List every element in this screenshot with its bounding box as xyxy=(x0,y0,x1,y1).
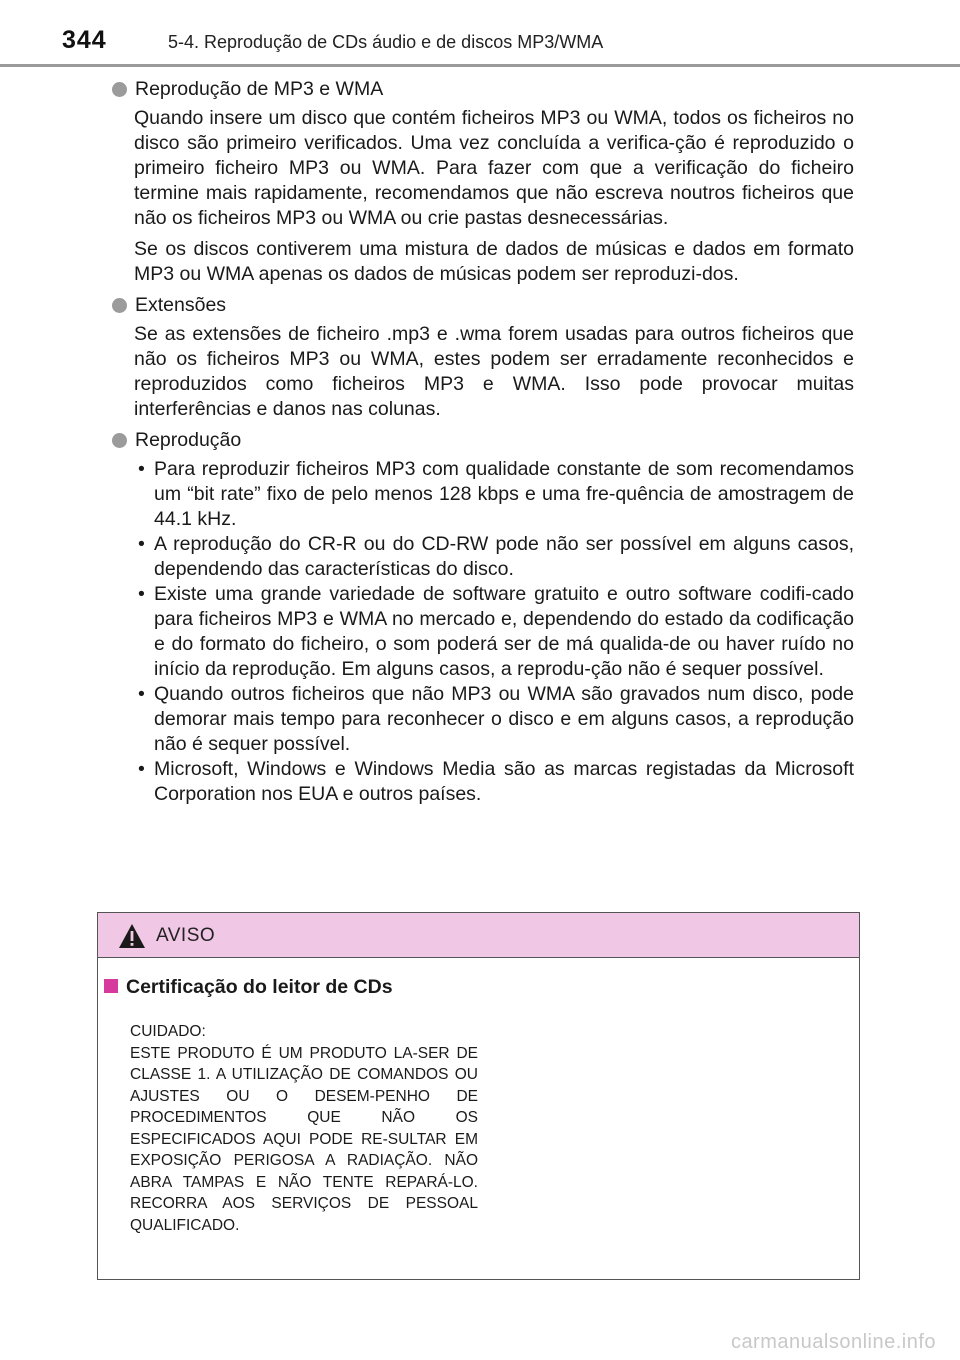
list-item xyxy=(134,457,854,532)
section-heading-label: Extensões xyxy=(135,294,227,316)
section-heading xyxy=(112,293,854,318)
section-reproducao xyxy=(112,428,854,807)
list-item xyxy=(134,582,854,682)
list-item-text: Para reproduzir ficheiros MP3 com qualidade constante de som recomendamos um “bit rate” fixo de pelo menos 128 kbps e uma fre-quência de amostragem de 44.1 kHz. xyxy=(154,458,854,530)
main-content xyxy=(112,77,854,807)
section-title: 5-4. Reprodução de CDs áudio e de discos MP3/WMA xyxy=(168,32,604,52)
list-item-text: A reprodução do CR-R ou do CD-RW pode não ser possível em alguns casos, dependendo das características do disco. xyxy=(154,533,854,580)
section-mp3-wma xyxy=(112,77,854,287)
list-item xyxy=(134,757,854,807)
bullet-icon xyxy=(112,82,127,97)
square-marker-icon xyxy=(104,979,118,993)
watermark: carmanualsonline.info xyxy=(730,1331,936,1353)
list-bullet-icon: • xyxy=(138,533,145,555)
caution-text: ESTE PRODUTO É UM PRODUTO LA-SER DE CLASSE 1. A UTILIZAÇÃO DE COMANDOS OU AJUSTES OU O DESEM-PENHO DE PROCEDIMENTOS QUE NÃO OS ESPECIFICADOS AQUI PODE RE-SULTAR EM EXPOSIÇÃO PERIGOSA A RADIAÇÃO. NÃO ABRA TAMPAS E NÃO TENTE REPARÁ-LO. RECORRA AOS SERVIÇOS DE PESSOAL QUALIFICADO. xyxy=(130,1044,478,1234)
section-heading-label: Reprodução xyxy=(135,429,242,451)
bullet-icon xyxy=(112,298,127,313)
page-number: 344 xyxy=(62,26,107,54)
page-header xyxy=(0,0,960,68)
list-bullet-icon: • xyxy=(138,683,145,705)
paragraph: Quando insere um disco que contém ficheiros MP3 ou WMA, todos os ficheiros no disco são primeiro verificados. Uma vez concluída a verifica-ção é reproduzido o primeiro ficheiro MP3 ou WMA. Para fazer com que a verificação do ficheiro termine mais rapidamente, recomendamos que não escreva noutros ficheiros que não os ficheiros MP3 ou WMA ou crie pastas desnecessárias. xyxy=(134,107,854,229)
list-bullet-icon: • xyxy=(138,583,145,605)
caution-text-block xyxy=(130,1021,478,1236)
list-item xyxy=(134,682,854,757)
paragraph: Se os discos contiverem uma mistura de dados de músicas e dados em formato MP3 ou WMA apenas os dados de músicas podem ser reproduzi-dos. xyxy=(134,238,854,285)
section-extensoes xyxy=(112,293,854,422)
section-heading xyxy=(112,428,854,453)
aviso-header xyxy=(98,913,859,958)
list-item-text: Microsoft, Windows e Windows Media são as marcas registadas da Microsoft Corporation nos EUA e outros países. xyxy=(154,758,854,805)
aviso-box xyxy=(97,912,860,1280)
reproducao-list xyxy=(134,457,854,807)
warning-icon xyxy=(118,923,146,949)
list-bullet-icon: • xyxy=(138,458,145,480)
section-heading xyxy=(112,77,854,102)
list-bullet-icon: • xyxy=(138,758,145,780)
bullet-icon xyxy=(112,433,127,448)
caution-heading: CUIDADO: xyxy=(130,1023,206,1040)
header-divider xyxy=(0,64,960,67)
aviso-subtitle-text: Certificação do leitor de CDs xyxy=(126,976,393,998)
list-item-text: Existe uma grande variedade de software gratuito e outro software codifi-cado para ficheiros MP3 e WMA no mercado e, dependendo do estado da codificação e do formato do ficheiro, o som poderá ser de má qualida-de ou haver ruído no início da reprodução. Em alguns casos, a reprodu-ção não é sequer possível. xyxy=(154,583,854,680)
paragraph: Se as extensões de ficheiro .mp3 e .wma forem usadas para outros ficheiros que não os ficheiros MP3 ou WMA, estes podem ser erradamente reconhecidos e reproduzidos como ficheiros MP3 e WMA. Isso pode provocar muitas interferências e danos nas colunas. xyxy=(134,323,854,420)
list-item-text: Quando outros ficheiros que não MP3 ou WMA são gravados num disco, pode demorar mais tempo para reconhecer o disco e em alguns casos, a reprodução não é sequer possível. xyxy=(154,683,854,755)
section-heading-label: Reprodução de MP3 e WMA xyxy=(135,78,384,100)
aviso-subtitle xyxy=(104,976,393,999)
list-item xyxy=(134,532,854,582)
aviso-label: AVISO xyxy=(156,925,216,946)
